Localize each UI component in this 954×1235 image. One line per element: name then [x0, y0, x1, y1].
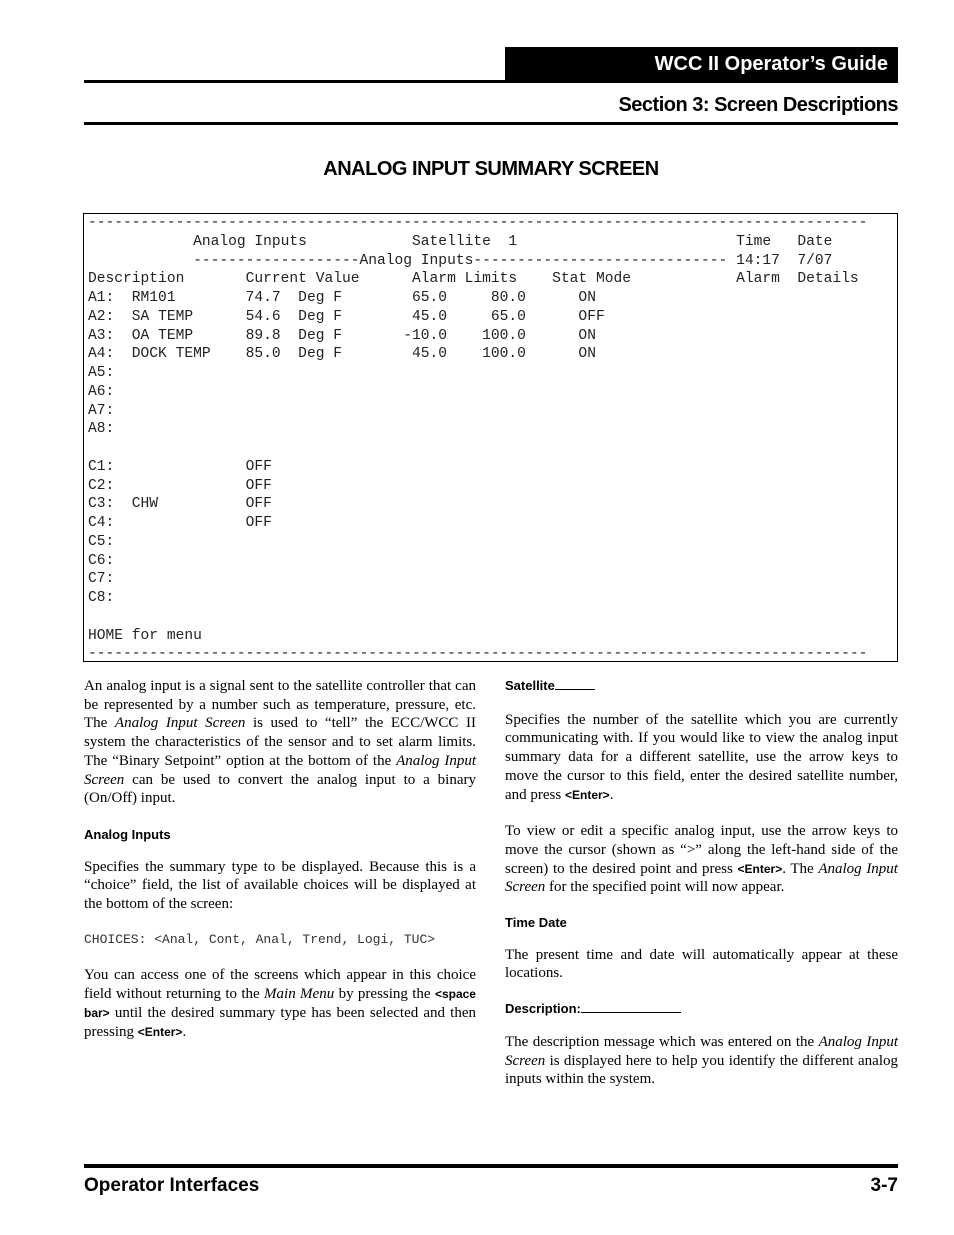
satellite-text: Specifies the number of the satellite which you are currently communicating with. If you would like to view the analog input summary data for a different satellite, use the arrow keys to move the cursor to this field, enter the desired satellite number, and press	[505, 711, 898, 803]
satellite-heading-line	[505, 677, 898, 696]
satellite-paragraph	[505, 711, 898, 805]
view-edit-text-3: for the specified point will now appear.	[545, 879, 785, 896]
description-heading-line	[505, 1000, 898, 1019]
screen-heading: ANALOG INPUT SUMMARY SCREEN	[323, 158, 659, 180]
time-date-paragraph: The present time and date will automatically appear at these locations.	[505, 946, 898, 982]
left-column	[84, 677, 476, 1041]
right-column	[505, 677, 898, 1089]
analog-inputs-paragraph: Specifies the summary type to be displayed. Because this is a “choice” field, the list of available choices will be displayed at the bottom of the screen:	[84, 858, 476, 913]
description-text-2: is displayed here to help you identify the different analog inputs within the system.	[505, 1052, 898, 1088]
footer-rule	[84, 1164, 898, 1168]
page-number: 3-7	[870, 1175, 898, 1196]
intro-paragraph	[84, 677, 476, 808]
choices-line: CHOICES: <Anal, Cont, Anal, Trend, Logi, TUC>	[84, 931, 436, 947]
screen-heading-wrapper	[84, 158, 954, 181]
intro-text-1: An analog input is a signal sent to the satellite controller that can be represented by a number such as temperature, pressure, etc. The	[84, 678, 476, 732]
footer-title: Operator Interfaces	[84, 1175, 260, 1196]
section-rule	[84, 122, 898, 125]
access-text-2: by pressing the	[334, 986, 435, 1003]
intro-italic-1: Analog Input Screen	[114, 715, 246, 732]
terminal-text: ----------------------------------------------------------------------------------------- Analog Inputs Satellite 1 Time Date -------------------Analog Inputs----------------------------- 14:17 7/07 Description Current Value Alarm Limits Stat Mode Alarm Details A1: RM101 74.7 Deg F 65.0 80.0 ON A2: SA TEMP 54.6 Deg F 45.0 65.0 OFF A3: OA TEMP 89.8 Deg F -10.0 100.0 ON A4: DOCK TEMP 85.0 Deg F 45.0 100.0 ON A5: A6: A7: A8: C1: OFF C2: OFF C3: CHW OFF C4: OFF C5: C6: C7: C8: HOME for menu -----------------------------------------------------------------------------------------	[88, 215, 868, 662]
description-paragraph	[505, 1033, 898, 1089]
satellite-text-end: .	[609, 786, 614, 803]
description-underline	[581, 1000, 681, 1013]
terminal-screen	[83, 213, 898, 662]
view-edit-text-2: . The	[782, 860, 819, 877]
description-italic: Analog Input Screen	[505, 1033, 899, 1069]
enter-key: <Enter>	[565, 787, 610, 802]
view-edit-italic: Analog Input Screen	[505, 860, 898, 896]
guide-title-banner: WCC II Operator’s Guide	[505, 47, 898, 82]
enter-key: <Enter>	[137, 1024, 183, 1039]
header-rule	[84, 80, 898, 83]
description-text-1: The description message which was entered on the	[505, 1033, 819, 1050]
access-text-1: You can access one of the screens which appear in this choice field without returning to the	[84, 967, 476, 1003]
enter-key: <Enter>	[737, 861, 783, 876]
intro-text-2: is used to “tell” the ECC/WCC II system the characteristics of the sensor and to set alarm limits. The “Binary Setpoint” option at the bottom of the	[84, 715, 476, 769]
access-text-3: until the desired summary type has been selected and then pressing	[84, 1004, 476, 1040]
access-text-4: .	[182, 1023, 187, 1040]
intro-text-3: can be used to convert the analog input to a binary (On/Off) input.	[84, 771, 476, 807]
view-edit-text-1: To view or edit a specific analog input, use the arrow keys to move the cursor (shown as “>” along the left-hand side of the screen) to the desired point and press	[505, 823, 898, 877]
section-title: Section 3: Screen Descriptions	[618, 94, 898, 116]
intro-italic-2: Analog Input Screen	[84, 752, 476, 788]
access-italic: Main Menu	[264, 986, 335, 1003]
space-bar-key: <space bar>	[84, 987, 476, 1020]
analog-inputs-heading: Analog Inputs	[84, 826, 171, 842]
access-paragraph	[84, 966, 476, 1041]
view-edit-paragraph	[505, 822, 898, 897]
satellite-underline	[555, 677, 595, 690]
time-date-heading: Time Date	[505, 915, 567, 931]
description-heading: Description:	[505, 1001, 581, 1017]
satellite-heading: Satellite	[505, 678, 555, 693]
